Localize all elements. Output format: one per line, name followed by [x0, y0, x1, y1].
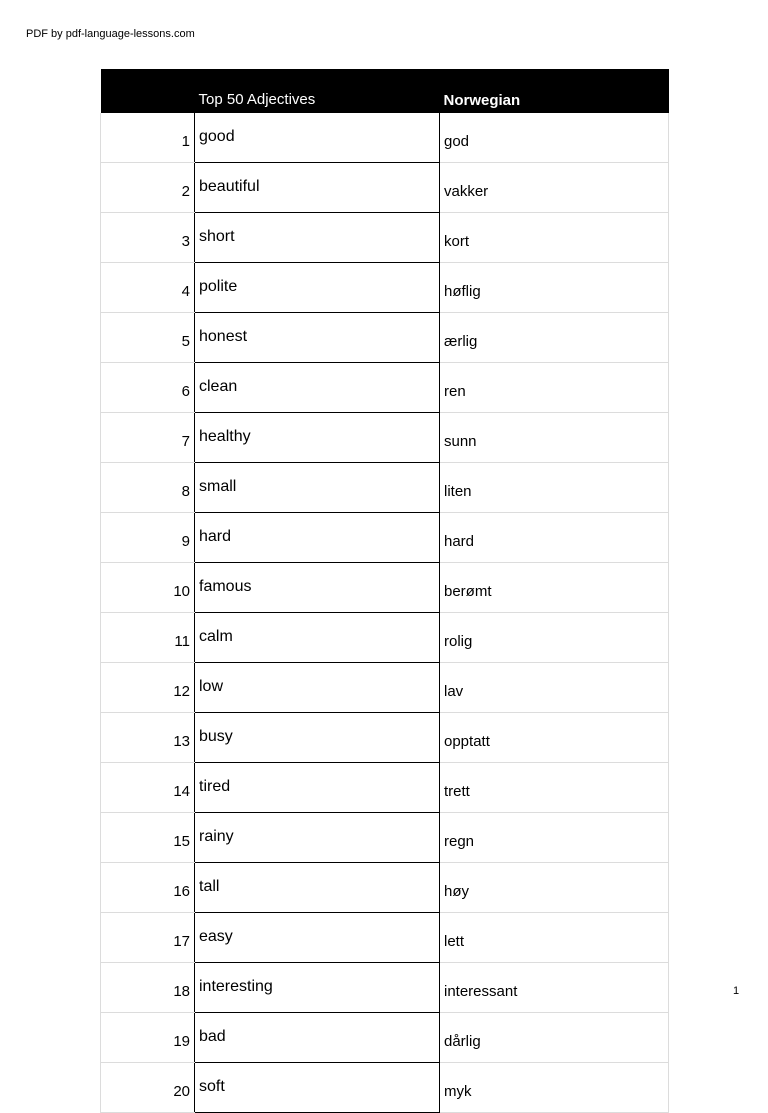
norwegian-word: hard	[440, 512, 669, 562]
english-word: good	[195, 113, 440, 163]
english-word: beautiful	[195, 162, 440, 212]
table-row	[101, 662, 669, 712]
english-word: calm	[195, 612, 440, 662]
english-word: healthy	[195, 412, 440, 462]
english-word: tall	[195, 862, 440, 912]
table-row	[101, 912, 669, 962]
row-number: 12	[101, 662, 195, 712]
norwegian-word: høy	[440, 862, 669, 912]
column-title-english: Top 50 Adjectives	[198, 91, 316, 108]
row-number: 8	[101, 462, 195, 512]
english-word: busy	[195, 712, 440, 762]
row-number: 1	[101, 113, 195, 163]
norwegian-word: høflig	[440, 262, 669, 312]
row-number: 14	[101, 762, 195, 812]
row-number: 6	[101, 362, 195, 412]
norwegian-word: liten	[440, 462, 669, 512]
english-word: bad	[195, 1012, 440, 1062]
table-row	[101, 1062, 669, 1112]
english-word: soft	[195, 1062, 440, 1112]
table-row	[101, 412, 669, 462]
norwegian-word: kort	[440, 212, 669, 262]
table-row	[101, 512, 669, 562]
table-row	[101, 1012, 669, 1062]
english-word: famous	[195, 562, 440, 612]
header-note: PDF by pdf-language-lessons.com	[26, 28, 195, 40]
english-word: low	[195, 662, 440, 712]
row-number: 19	[101, 1012, 195, 1062]
norwegian-word: vakker	[440, 162, 669, 212]
table-header-row	[101, 69, 669, 113]
norwegian-word: sunn	[440, 412, 669, 462]
english-word: hard	[195, 512, 440, 562]
row-number: 2	[101, 162, 195, 212]
english-word: clean	[195, 362, 440, 412]
table-row	[101, 162, 669, 212]
norwegian-word: regn	[440, 812, 669, 862]
table-row	[101, 113, 669, 163]
english-word: short	[195, 212, 440, 262]
row-number: 7	[101, 412, 195, 462]
row-number: 10	[101, 562, 195, 612]
english-word: small	[195, 462, 440, 512]
norwegian-word: dårlig	[440, 1012, 669, 1062]
header-cell-english	[195, 69, 440, 113]
row-number: 15	[101, 812, 195, 862]
table-row	[101, 712, 669, 762]
table-row	[101, 812, 669, 862]
table-row	[101, 312, 669, 362]
norwegian-word: rolig	[440, 612, 669, 662]
norwegian-word: lett	[440, 912, 669, 962]
row-number: 20	[101, 1062, 195, 1112]
table-row	[101, 862, 669, 912]
table-row	[101, 362, 669, 412]
table-row	[101, 212, 669, 262]
norwegian-word: ren	[440, 362, 669, 412]
table-row	[101, 462, 669, 512]
row-number: 9	[101, 512, 195, 562]
english-word: honest	[195, 312, 440, 362]
table-row	[101, 762, 669, 812]
page-number: 1	[733, 985, 740, 997]
norwegian-word: ærlig	[440, 312, 669, 362]
norwegian-word: god	[440, 113, 669, 163]
table-row	[101, 562, 669, 612]
norwegian-word: trett	[440, 762, 669, 812]
row-number: 11	[101, 612, 195, 662]
english-word: rainy	[195, 812, 440, 862]
norwegian-word: interessant	[440, 962, 669, 1012]
column-title-norwegian: Norwegian	[443, 91, 521, 109]
english-word: interesting	[195, 962, 440, 1012]
row-number: 13	[101, 712, 195, 762]
table-row	[101, 962, 669, 1012]
row-number: 16	[101, 862, 195, 912]
table-row	[101, 262, 669, 312]
english-word: easy	[195, 912, 440, 962]
table-row	[101, 612, 669, 662]
vocabulary-table	[100, 69, 669, 1113]
row-number: 17	[101, 912, 195, 962]
header-cell-number	[101, 69, 195, 113]
norwegian-word: opptatt	[440, 712, 669, 762]
row-number: 5	[101, 312, 195, 362]
english-word: tired	[195, 762, 440, 812]
header-cell-norwegian	[440, 69, 669, 113]
norwegian-word: berømt	[440, 562, 669, 612]
english-word: polite	[195, 262, 440, 312]
norwegian-word: myk	[440, 1062, 669, 1112]
row-number: 3	[101, 212, 195, 262]
row-number: 18	[101, 962, 195, 1012]
norwegian-word: lav	[440, 662, 669, 712]
row-number: 4	[101, 262, 195, 312]
